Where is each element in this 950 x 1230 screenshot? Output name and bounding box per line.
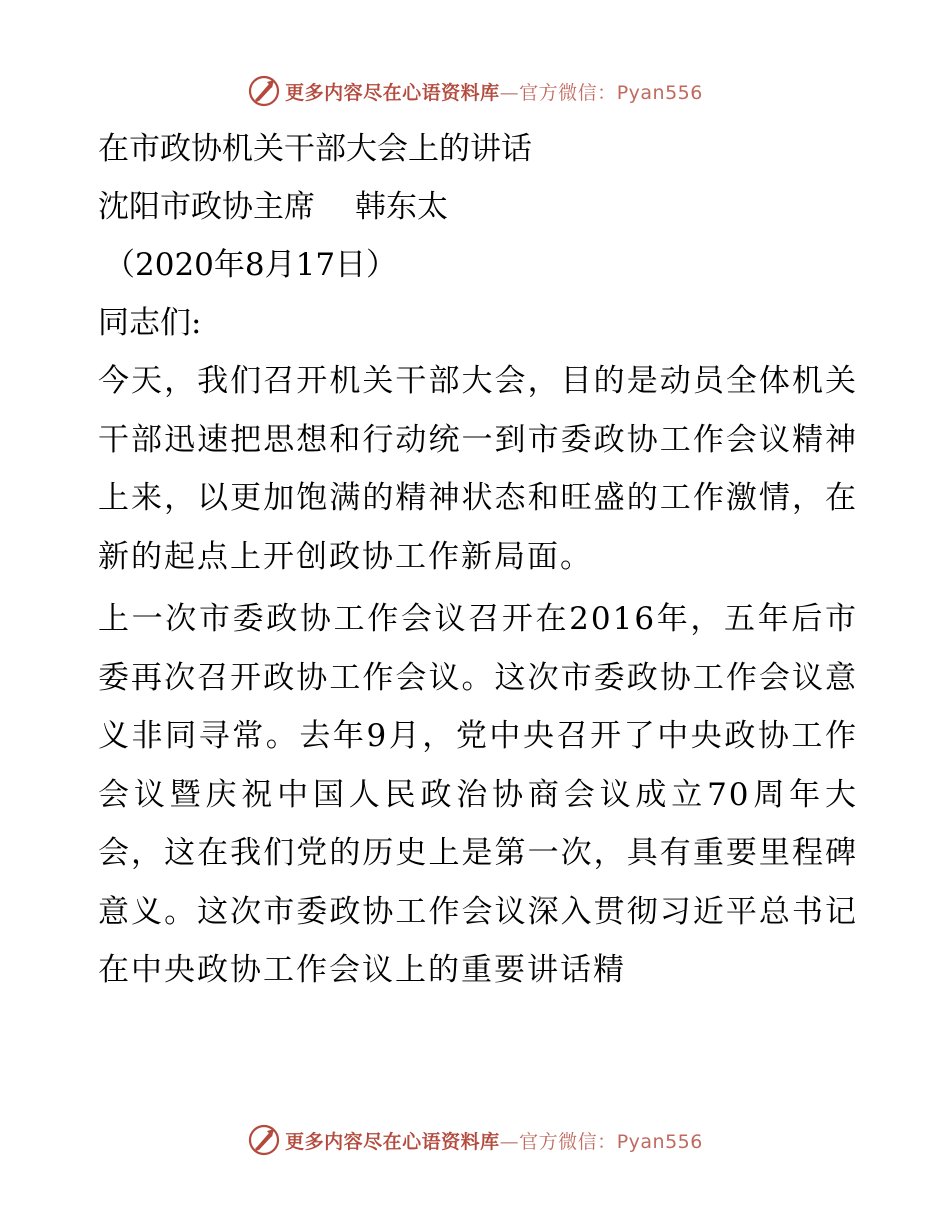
author-line xyxy=(98,178,858,236)
document-body xyxy=(98,120,858,1000)
banner-separator: — xyxy=(499,1130,520,1153)
author-role: 沈阳市政协主席 xyxy=(98,189,315,225)
speech-date: （2020年8月17日） xyxy=(104,247,398,283)
greeting: 同志们: xyxy=(98,305,202,341)
banner-account-label: 官方微信： xyxy=(519,1130,617,1153)
banner-main-text: 更多内容尽在心语资料库 xyxy=(285,1130,500,1153)
banner-separator: — xyxy=(499,81,520,104)
banner-account-label: 官方微信： xyxy=(519,81,617,104)
header-banner xyxy=(0,71,950,111)
paragraph-2: 上一次市委政协工作会议召开在2016年，五年后市委再次召开政协工作会议。这次市委政协工作会议意义非同寻常。去年9月，党中央召开了中央政协工作会议暨庆祝中国人民政治协商会议成立70周年大会，这在我们党的历史上是第一次，具有重要里程碑意义。这次市委政协工作会议深入贯彻习近平总书记在中央政协工作会议上的重要讲话精 xyxy=(98,601,858,988)
author-name: 韩东太 xyxy=(355,189,448,225)
document-title: 在市政协机关干部大会上的讲话 xyxy=(98,131,532,167)
banner-account-id: Pyan556 xyxy=(616,81,703,104)
banner-main-text: 更多内容尽在心语资料库 xyxy=(285,81,500,104)
banner-text xyxy=(285,78,703,105)
banner-account-id: Pyan556 xyxy=(616,1130,703,1153)
quill-pen-logo-icon xyxy=(247,74,281,108)
banner-text xyxy=(285,1127,703,1154)
quill-pen-logo-icon xyxy=(247,1123,281,1157)
paragraph-1: 今天，我们召开机关干部大会，目的是动员全体机关干部迅速把思想和行动统一到市委政协工作会议精神上来，以更加饱满的精神状态和旺盛的工作激情，在新的起点上开创政协工作新局面。 xyxy=(98,363,858,575)
footer-banner xyxy=(0,1120,950,1160)
